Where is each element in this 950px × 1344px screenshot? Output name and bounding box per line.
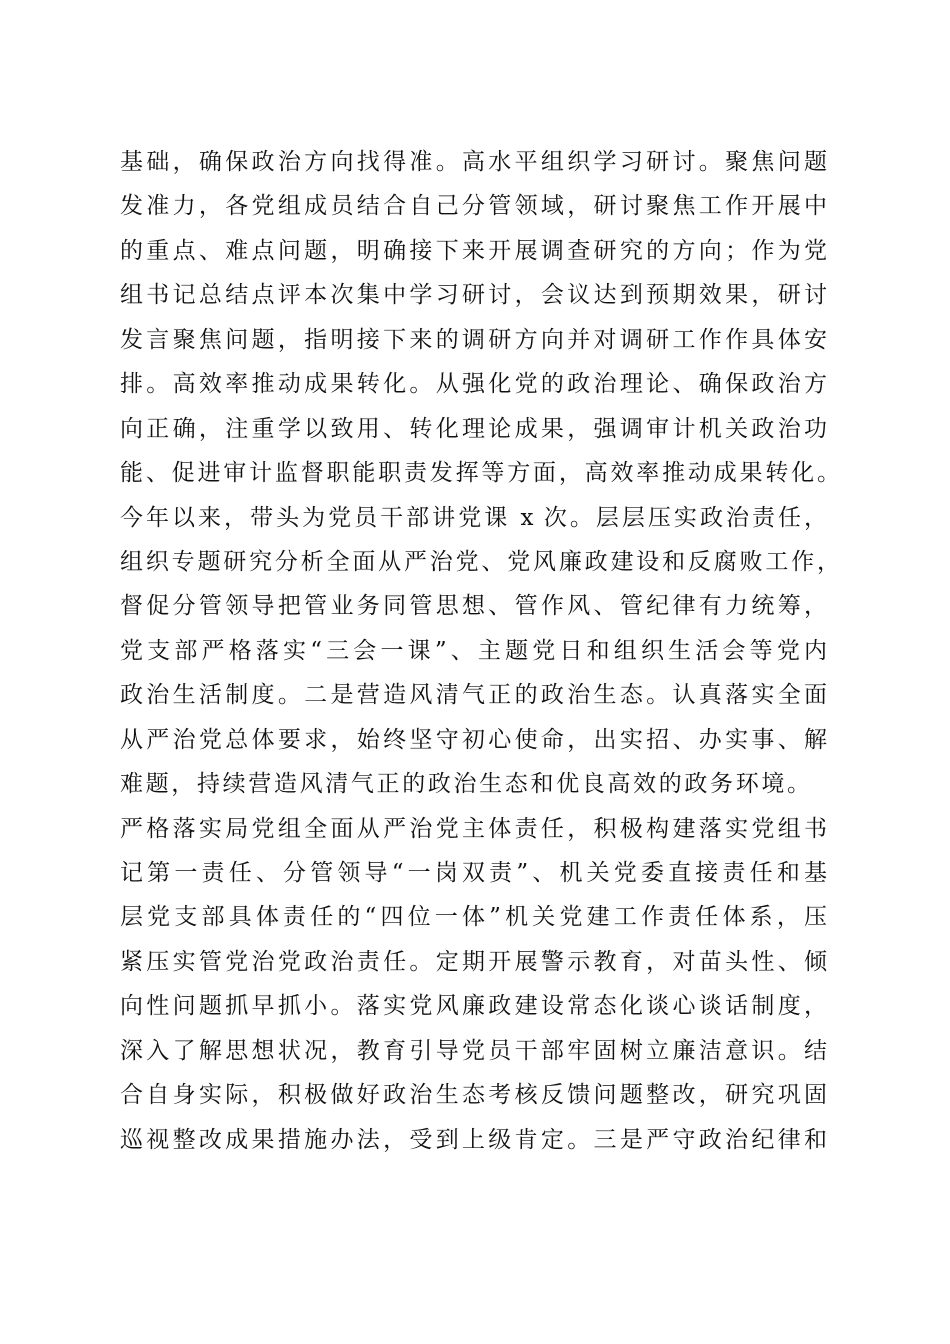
- text-line: 层党支部具体责任的“四位一体”机关党建工作责任体系，压: [120, 904, 827, 931]
- text-line: 从严治党总体要求，始终坚守初心使命，出实招、办实事、解: [120, 726, 827, 753]
- text-line: 合自身实际，积极做好政治生态考核反馈问题整改，研究巩固: [120, 1082, 827, 1109]
- text-line: 排。高效率推动成果转化。从强化党的政治理论、确保政治方: [120, 371, 827, 398]
- text-line: 记第一责任、分管领导“一岗双责”、机关党委直接责任和基: [120, 860, 827, 886]
- body-paragraph: [120, 140, 840, 1162]
- text-line: 发准力，各党组成员结合自己分管领域，研讨聚焦工作开展中: [120, 193, 827, 220]
- text-line: 的重点、难点问题，明确接下来开展调查研究的方向；作为党: [120, 237, 827, 264]
- text-line: 基础，确保政治方向找得准。高水平组织学习研讨。聚焦问题: [120, 149, 827, 175]
- text-line: 紧压实管党治党政治责任。定期开展警示教育，对苗头性、倾: [120, 948, 827, 975]
- text-line: 组织专题研究分析全面从严治党、党风廉政建设和反腐败工作，: [120, 548, 840, 575]
- text-line: 难题，持续营造风清气正的政治生态和优良高效的政务环境。: [120, 771, 810, 798]
- text-line: 深入了解思想状况，教育引导党员干部牢固树立廉洁意识。结: [120, 1037, 827, 1064]
- text-line: 能、促进审计监督职能职责发挥等方面，高效率推动成果转化。: [120, 460, 840, 487]
- text-line: 督促分管领导把管业务同管思想、管作风、管纪律有力统筹，: [120, 593, 827, 620]
- text-line: 今年以来，带头为党员干部讲党课 x 次。层层压实政治责任，: [120, 504, 827, 531]
- text-line: 向性问题抓早抓小。落实党风廉政建设常态化谈心谈话制度，: [120, 993, 827, 1020]
- text-line: 向正确，注重学以致用、转化理论成果，强调审计机关政治功: [120, 415, 827, 442]
- text-line: 严格落实局党组全面从严治党主体责任，积极构建落实党组书: [120, 815, 827, 842]
- text-line: 政治生活制度。二是营造风清气正的政治生态。认真落实全面: [120, 682, 827, 709]
- text-line: 发言聚焦问题，指明接下来的调研方向并对调研工作作具体安: [120, 326, 827, 353]
- text-line: 组书记总结点评本次集中学习研讨，会议达到预期效果，研讨: [120, 282, 827, 309]
- text-line: 党支部严格落实“三会一课”、主题党日和组织生活会等党内: [120, 637, 827, 664]
- text-line: 巡视整改成果措施办法，受到上级肯定。三是严守政治纪律和: [120, 1126, 827, 1153]
